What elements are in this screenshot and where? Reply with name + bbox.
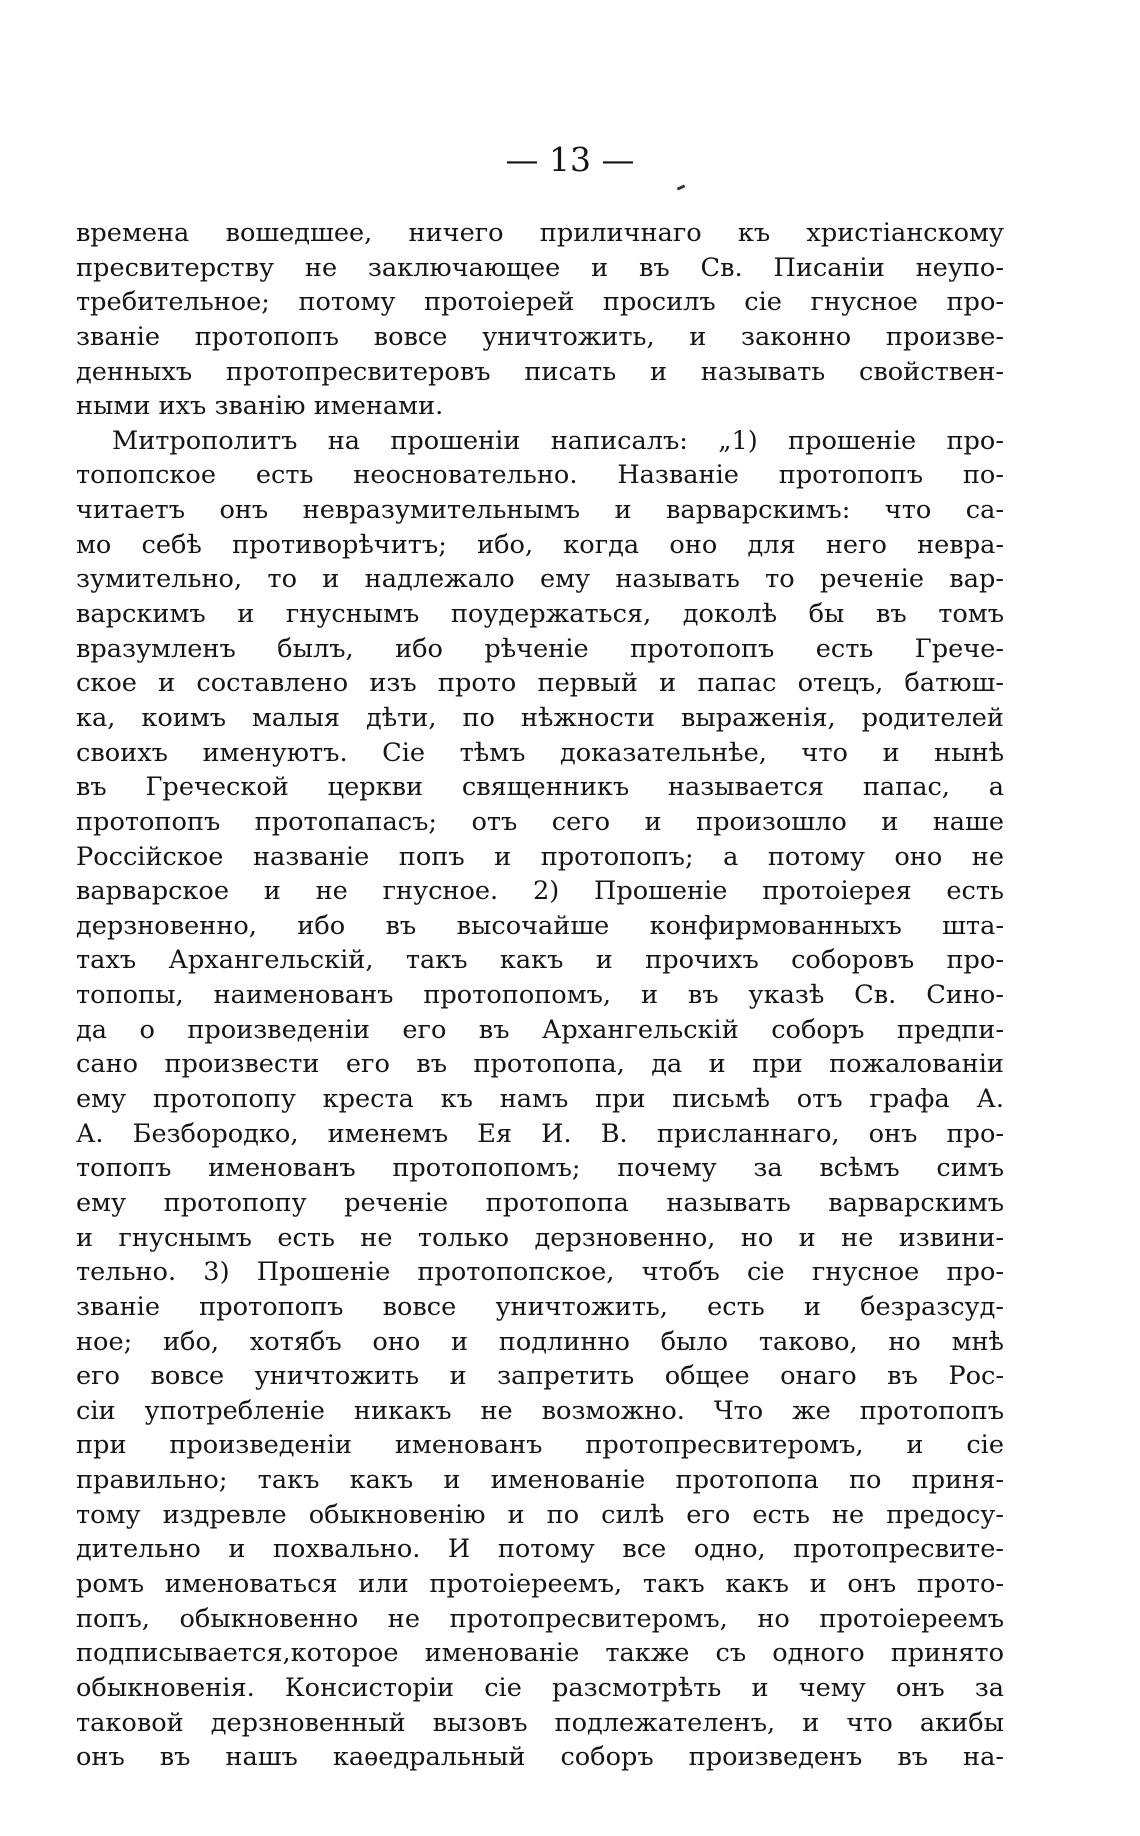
text-line: варварское и не гнусное. 2) Прошеніе протоіерея есть [76, 876, 1004, 907]
text-line: денныхъ протопресвитеровъ писать и называть свойствен- [76, 356, 1004, 387]
text-line: пресвитерству не заключающее и въ Св. Писаніи неупо- [76, 252, 1004, 283]
text-line: при произведеніи именованъ протопресвитеромъ, и сіе [76, 1430, 1004, 1461]
text-line: требительное; потому протоіерей просилъ сіе гнусное про- [76, 287, 1004, 318]
text-line: званіе протопопъ вовсе уничтожить, и законно произве- [76, 321, 1004, 352]
text-line: Россійское названіе попъ и протопопъ; а потому оно не [76, 841, 1004, 872]
page-number: — 13 — [505, 140, 635, 179]
text-line: мо себѣ противорѣчитъ; ибо, когда оно для него невра- [76, 529, 1004, 560]
text-line: Митрополитъ на прошеніи написалъ: „1) прошеніе про- [112, 425, 1004, 456]
text-line: сіи употребленіе никакъ не возможно. Что же протопопъ [76, 1395, 1004, 1426]
text-line: протопопъ протопапасъ; отъ сего и произошло и наше [76, 806, 1004, 837]
text-line: тахъ Архангельскій, такъ какъ и прочихъ соборовъ про- [76, 945, 1004, 976]
text-line: сано произвести его въ протопопа, да и при пожалованіи [76, 1049, 1004, 1080]
text-line: времена вошедшее, ничего приличнаго къ христіанскому [76, 218, 1004, 248]
text-line: въ Греческой церкви священникъ называется папас, а [76, 772, 1004, 803]
text-line: ромъ именоваться или протоіереемъ, такъ какъ и онъ прото- [76, 1568, 1004, 1599]
text-line: топопъ именованъ протопопомъ; почему за всѣмъ симъ [76, 1153, 1004, 1184]
text-line: ное; ибо, хотябъ оно и подлинно было таково, но мнѣ [76, 1326, 1004, 1357]
text-line: своихъ именуютъ. Сіе тѣмъ доказательнѣе, что и нынѣ [76, 737, 1004, 768]
text-line: да о произведеніи его въ Архангельскій соборъ предпи- [76, 1014, 1004, 1045]
text-line: зумительно, то и надлежало ему называть то реченіе вар- [76, 564, 1004, 595]
text-line: варскимъ и гнуснымъ поудержаться, доколѣ бы въ томъ [76, 599, 1004, 630]
text-line: попъ, обыкновенно не протопресвитеромъ, но протоіереемъ [76, 1603, 1004, 1634]
text-line: читаетъ онъ невразумительнымъ и варварскимъ: что са- [76, 495, 1004, 526]
text-line: правильно; такъ какъ и именованіе протопопа по приня- [76, 1465, 1004, 1496]
text-line: его вовсе уничтожить и запретить общее онаго въ Рос- [76, 1361, 1004, 1392]
text-line: А. Безбородко, именемъ Ея И. В. присланнаго, онъ про- [76, 1118, 1004, 1149]
text-line: и гнуснымъ есть не только дерзновенно, но и не извини- [76, 1222, 1004, 1253]
text-line: дерзновенно, ибо въ высочайше конфирмованныхъ шта- [76, 910, 1004, 941]
ink-speck [677, 184, 686, 190]
text-line: топопы, наименованъ протопопомъ, и въ указѣ Св. Сино- [76, 980, 1004, 1011]
text-line: дительно и похвально. И потому все одно, протопресвите- [76, 1534, 1004, 1565]
text-line: обыкновенія. Консисторіи сіе разсмотрѣть и чему онъ за [76, 1672, 1004, 1703]
text-line: ными ихъ званію именами. [76, 391, 444, 422]
text-line: ему протопопу креста къ намъ при письмѣ отъ графа А. [76, 1084, 1004, 1115]
body-text [76, 216, 1004, 1775]
text-line: таковой дерзновенный вызовъ подлежателенъ, и что акибы [76, 1707, 1004, 1738]
text-line: онъ въ нашъ каѳедральный соборъ произведенъ въ на- [76, 1742, 1004, 1773]
text-line: топопское есть неосновательно. Названіе протопопъ по- [76, 460, 1004, 491]
text-line: ему протопопу реченіе протопопа называть варварскимъ [76, 1187, 1004, 1218]
text-line: вразумленъ былъ, ибо рѣченіе протопопъ есть Грече- [76, 633, 1004, 664]
text-line: подписывается,которое именованіе также съ одного принято [76, 1638, 1004, 1669]
text-line: ка, коимъ малыя дѣти, по нѣжности выраженія, родителей [76, 702, 1004, 733]
text-line: званіе протопопъ вовсе уничтожить, есть и безразсуд- [76, 1291, 1004, 1322]
text-line: тому издревле обыкновенію и по силѣ его есть не предосу- [76, 1499, 1004, 1530]
text-line: ское и составлено изъ прото первый и папас отецъ, батюш- [76, 668, 1004, 699]
text-line: тельно. 3) Прошеніе протопопское, чтобъ сіе гнусное про- [76, 1257, 1004, 1288]
